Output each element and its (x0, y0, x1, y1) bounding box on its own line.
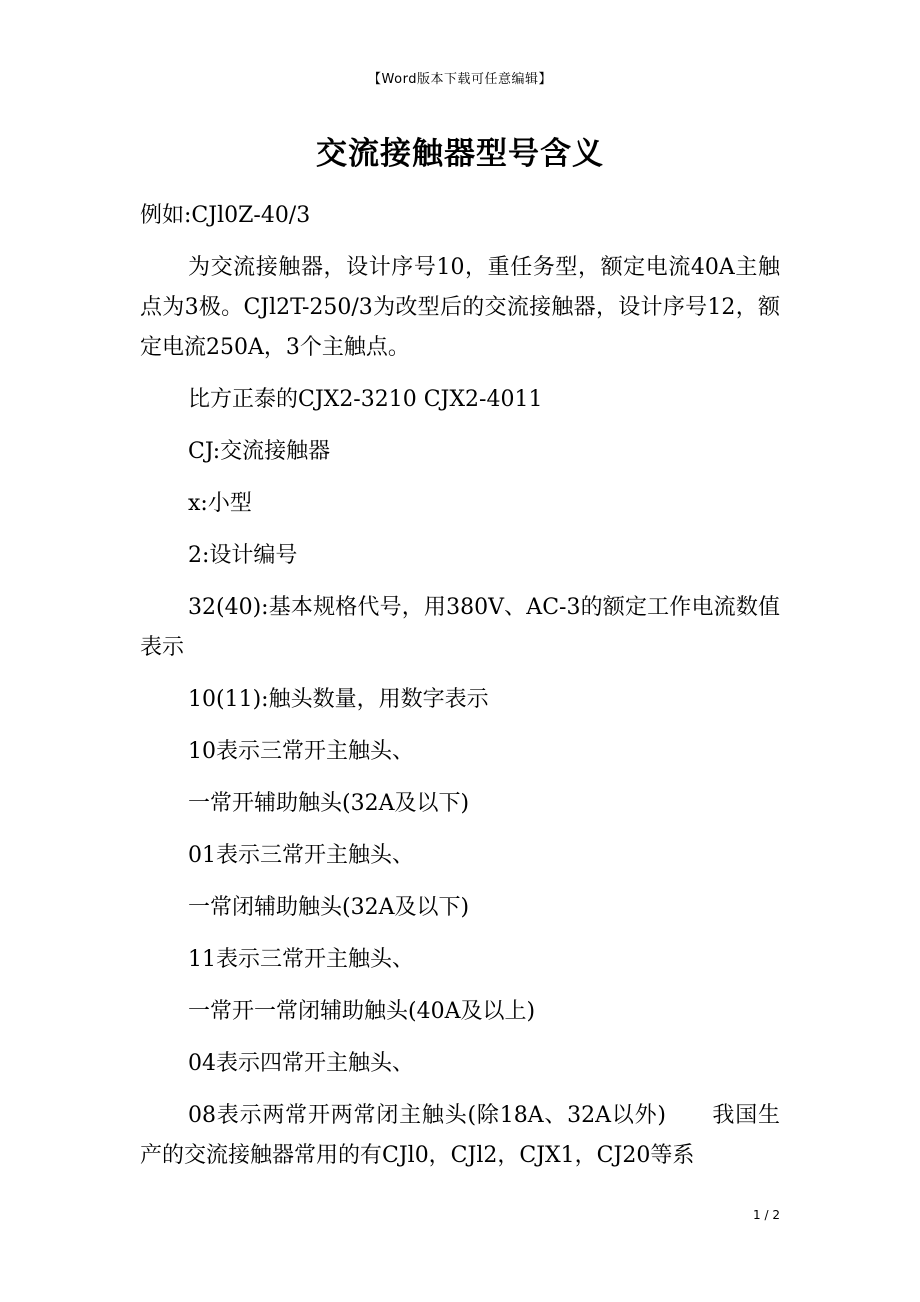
paragraph-11-main: 11表示三常开主触头、 (188, 947, 414, 972)
paragraph-x: x:小型 (188, 491, 252, 516)
document-title: 交流接触器型号含义 (316, 136, 604, 172)
paragraph-contact-count: 10(11):触头数量，用数字表示 (188, 687, 489, 712)
paragraph-01-aux: 一常闭辅助触头(32A及以下) (188, 895, 470, 920)
paragraph-01-main: 01表示三常开主触头、 (188, 843, 414, 868)
paragraph-chint-example: 比方正泰的CJX2-3210 CJX2-4011 (188, 387, 543, 412)
paragraph-10-aux: 一常开辅助触头(32A及以下) (188, 791, 470, 816)
paragraph-04-main: 04表示四常开主触头、 (188, 1051, 414, 1076)
paragraph-10-main: 10表示三常开主触头、 (188, 739, 414, 764)
paragraph-example: 例如:CJl0Z-40/3 (140, 203, 311, 228)
page-number: 1 / 2 (753, 1208, 780, 1222)
paragraph-cj: CJ:交流接触器 (188, 439, 331, 464)
paragraph-explanation: 为交流接触器，设计序号10，重任务型，额定电流40A主触点为3极。CJl2T-250/3为改型后的交流接触器，设计序号12，额定电流250A，3个主触点。 (140, 255, 780, 360)
paragraph-11-aux: 一常开一常闭辅助触头(40A及以上) (188, 999, 536, 1024)
header-note: 【Word版本下载可任意编辑】 (368, 72, 552, 87)
paragraph-08-main: 08表示两常开两常闭主触头(除18A、32A以外) 我国生产的交流接触器常用的有CJl0，CJl2，CJX1，CJ20等系 (140, 1103, 780, 1168)
document-body (140, 196, 780, 1188)
paragraph-rating-code: 32(40):基本规格代号，用380V、AC-3的额定工作电流数值表示 (140, 595, 780, 660)
paragraph-design-number: 2:设计编号 (188, 543, 298, 568)
